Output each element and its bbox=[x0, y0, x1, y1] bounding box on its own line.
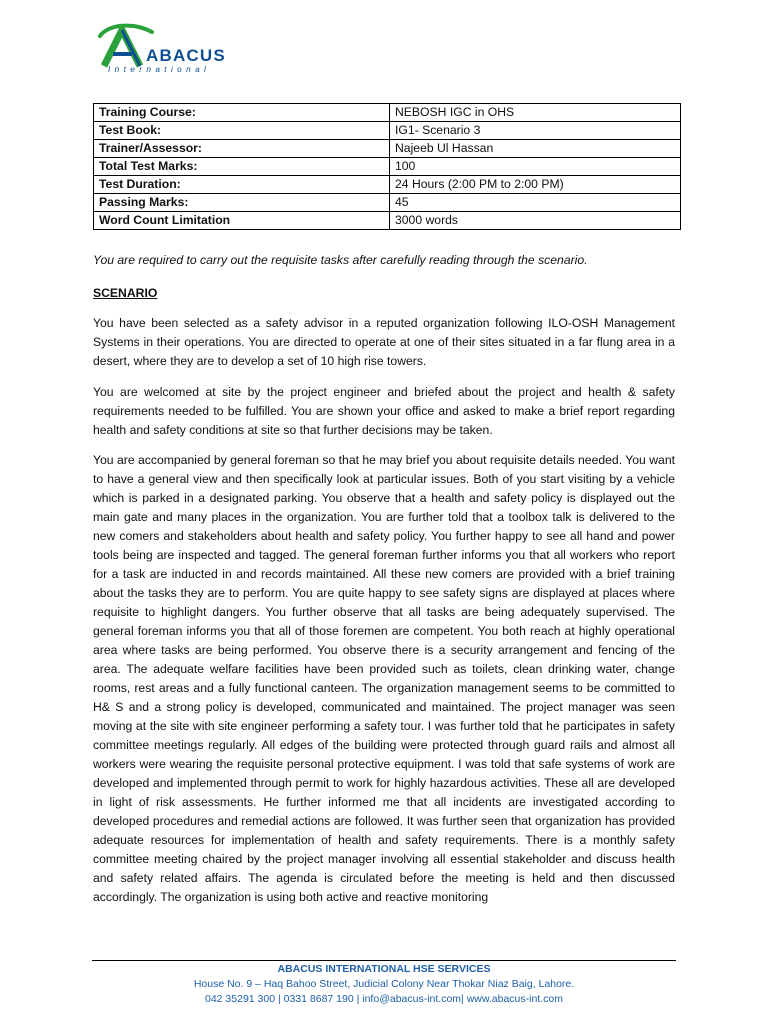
scenario-heading: SCENARIO bbox=[93, 286, 158, 300]
logo-wordmark: ABACUS bbox=[146, 46, 226, 65]
info-table-row bbox=[94, 176, 681, 194]
info-table-row bbox=[94, 212, 681, 230]
info-label: Total Test Marks: bbox=[94, 158, 390, 176]
footer-divider bbox=[92, 960, 676, 961]
intro-instruction: You are required to carry out the requisite tasks after carefully reading through the scenario. bbox=[93, 253, 588, 267]
info-value: 45 bbox=[390, 194, 681, 212]
logo-subtitle: International bbox=[108, 65, 211, 74]
info-label: Test Duration: bbox=[94, 176, 390, 194]
info-label: Passing Marks: bbox=[94, 194, 390, 212]
info-value: IG1- Scenario 3 bbox=[390, 122, 681, 140]
info-label: Training Course: bbox=[94, 104, 390, 122]
footer-contact: 042 35291 300 | 0331 8687 190 | info@abacus-int.com| www.abacus-int.com bbox=[205, 993, 563, 1005]
info-table-row bbox=[94, 194, 681, 212]
test-info-table bbox=[93, 103, 681, 230]
scenario-paragraph: You are welcomed at site by the project engineer and briefed about the project and health & safety requirements needed to be fulfilled. You are shown your office and asked to make a brief report regarding health and safety conditions at site so that further decisions may be taken. bbox=[93, 385, 675, 437]
scenario-paragraph: You have been selected as a safety advisor in a reputed organization following ILO-OSH Management Systems in their operations. You are directed to operate at one of their sites situated in a far flung area in a desert, where they are to develop a set of 10 high rise towers. bbox=[93, 316, 675, 368]
footer-address: House No. 9 – Haq Bahoo Street, Judicial Colony Near Thokar Niaz Baig, Lahore. bbox=[193, 978, 575, 990]
info-table-row bbox=[94, 122, 681, 140]
info-table-row bbox=[94, 140, 681, 158]
info-label: Test Book: bbox=[94, 122, 390, 140]
info-label: Word Count Limitation bbox=[94, 212, 390, 230]
info-value: 100 bbox=[390, 158, 681, 176]
info-label: Trainer/Assessor: bbox=[94, 140, 390, 158]
info-value: Najeeb Ul Hassan bbox=[390, 140, 681, 158]
scenario-paragraph: You are accompanied by general foreman so that he may brief you about requisite details needed. You want to have a general view and then specifically look at particular issues. Both of you start visiting by a vehicle which is parked in a designated parking. You observe that a health and safety policy is displayed out the main gate and many places in the organization. You are further told that a toolbox talk is delivered to the new comers and stakeholders about health and safety policy. You further happy to see all hand and power tools being are inspected and tagged. The general foreman further informs you that all workers who report for a task are inducted in and records maintained. All these new comers are provided with a brief training about the tasks they are to perform. You are quite happy to see safety signs are displayed at places where requisite to highlight dangers. You further observe that all tasks are being adequately supervised. The general foreman informs you that all of those foremen are competent. You both reach at highly operational area where tasks are being performed. You observe there is a security arrangement and fencing of the area. The adequate welfare facilities have been provided such as toilets, clean drinking water, change rooms, rest areas and a fully functional canteen. The organization management seems to be committed to H& S and a strong policy is developed, communicated and maintained. The project manager was seen moving at the site with site engineer performing a safety tour. I was further told that he participates in safety committee meetings regularly. All edges of the building were protected through guard rails and almost all workers were wearing the requisite personal protective equipment. I was told that safe systems of work are developed and implemented through permit to work for highly hazardous activities. These all are developed in light of risk assessments. He further informed me that all incidents are investigated according to developed procedures and remedial actions are followed. It was further seen that organization has provided adequate resources for implementation of health and safety requirements. There is a monthly safety committee meeting chaired by the project manager involving all essential stakeholder and discuss health and safety related affairs. The agenda is circulated before the meeting is held and then discussed accordingly. The organization is using both active and reactive monitoring bbox=[93, 453, 675, 904]
abacus-logo bbox=[96, 22, 246, 74]
info-value: 3000 words bbox=[390, 212, 681, 230]
footer-org-name: ABACUS INTERNATIONAL HSE SERVICES bbox=[277, 963, 491, 975]
info-value: NEBOSH IGC in OHS bbox=[390, 104, 681, 122]
info-value: 24 Hours (2:00 PM to 2:00 PM) bbox=[390, 176, 681, 194]
info-table-row bbox=[94, 104, 681, 122]
info-table-row bbox=[94, 158, 681, 176]
